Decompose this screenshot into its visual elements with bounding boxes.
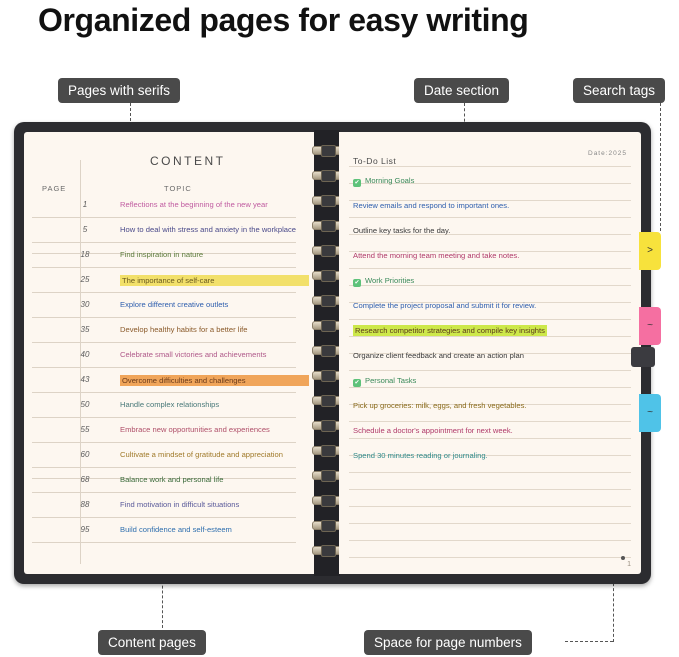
todo-item-label: Pick up groceries: milk, eggs, and fresh vegetables. (353, 401, 527, 410)
toc-page-number: 35 (80, 325, 90, 334)
page-title: Organized pages for easy writing (38, 2, 529, 38)
column-header-page: PAGE (42, 184, 67, 193)
todo-item-label: Organize client feedback and create an action plan (353, 351, 524, 360)
left-page (24, 132, 324, 574)
page-number: 1 (627, 561, 631, 568)
checkbox-checked-icon[interactable]: ✔ (354, 280, 360, 286)
ruled-line (349, 438, 631, 439)
ruled-line (349, 268, 631, 269)
checkbox-checked-icon[interactable]: ✔ (354, 180, 360, 186)
toc-topic: Handle complex relationships (120, 400, 220, 409)
date-field: Date:2025 (588, 150, 627, 157)
toc-topic: Develop healthy habits for a better life (120, 325, 248, 334)
todo-item[interactable] (353, 351, 524, 361)
toc-topic: Overcome difficulties and challenges (120, 375, 309, 386)
todo-item[interactable] (353, 301, 536, 311)
todo-item[interactable] (353, 176, 414, 187)
toc-topic: Celebrate small victories and achievements (120, 350, 267, 359)
toc-page-number: 60 (80, 450, 90, 459)
search-tag-1[interactable]: > (639, 232, 661, 270)
toc-topic: Find inspiration in nature (120, 250, 204, 259)
todo-item[interactable] (353, 226, 450, 236)
ruled-line (349, 319, 631, 320)
ruled-line (32, 492, 296, 493)
callout-date-section: Date section (414, 78, 509, 103)
toc-page-number: 68 (80, 475, 90, 484)
ruled-line (349, 472, 631, 473)
ruled-line (32, 242, 296, 243)
ruled-line (349, 540, 631, 541)
toc-topic: Find motivation in difficult situations (120, 500, 240, 509)
toc-topic: Embrace new opportunities and experiences (120, 425, 270, 434)
callout-space-for-page-numbers: Space for page numbers (364, 630, 532, 655)
todo-item[interactable] (353, 326, 547, 336)
toc-topic: Reflections at the beginning of the new year (120, 200, 268, 209)
content-heading: CONTENT (150, 154, 226, 168)
search-tag-2[interactable]: ~ (639, 307, 661, 345)
todo-item[interactable] (353, 426, 513, 436)
ruled-line (32, 467, 296, 468)
toc-page-number: 95 (80, 525, 90, 534)
toc-topic: Explore different creative outlets (120, 300, 229, 309)
ruled-line (32, 317, 296, 318)
toc-page-number: 88 (80, 500, 90, 509)
toc-page-number: 25 (80, 275, 90, 284)
elastic-clip (631, 347, 655, 367)
ruled-line (32, 517, 296, 518)
page-number-dot (621, 556, 625, 560)
callout-line-pagenum-v (613, 578, 614, 642)
ruled-line (349, 166, 631, 167)
ruled-line (32, 442, 296, 443)
ruled-line (32, 542, 296, 543)
checkbox-checked-icon[interactable]: ✔ (354, 380, 360, 386)
ruled-line (349, 370, 631, 371)
toc-page-number: 55 (80, 425, 90, 434)
ruled-line (32, 292, 296, 293)
search-tag-3[interactable]: ~ (639, 394, 661, 432)
toc-topic: Cultivate a mindset of gratitude and appreciation (120, 450, 283, 459)
column-header-topic: TOPIC (164, 184, 192, 193)
todo-item[interactable] (353, 251, 519, 261)
ruled-line (32, 267, 296, 268)
right-page (339, 132, 641, 574)
todo-item[interactable] (353, 376, 416, 387)
todo-item[interactable] (353, 451, 488, 461)
callout-content-pages: Content pages (98, 630, 206, 655)
callout-pages-with-serifs: Pages with serifs (58, 78, 180, 103)
toc-page-number: 5 (82, 225, 88, 234)
notebook (14, 122, 651, 584)
toc-topic: Balance work and personal life (120, 475, 224, 484)
toc-page-number: 30 (80, 300, 90, 309)
ruled-line (349, 506, 631, 507)
toc-topic: The importance of self-care (120, 275, 309, 286)
todo-item-label: Work Priorities (365, 276, 415, 285)
todo-heading: To-Do List (353, 156, 397, 166)
toc-page-number: 50 (80, 400, 90, 409)
todo-item[interactable] (353, 401, 526, 411)
todo-item-label: Complete the project proposal and submit it for review. (353, 301, 537, 310)
callout-line-tags (660, 103, 661, 231)
ruled-line (349, 523, 631, 524)
toc-topic: How to deal with stress and anxiety in the workplace (120, 225, 297, 234)
notebook-spine (314, 130, 340, 576)
ruled-line (349, 217, 631, 218)
ruled-line (32, 392, 296, 393)
ruled-line (349, 421, 631, 422)
todo-item-label: Morning Goals (365, 176, 415, 185)
ruled-line (32, 342, 296, 343)
ruled-line (32, 417, 296, 418)
toc-topic: Build confidence and self-esteem (120, 525, 232, 534)
todo-item-label: Spend 30 minutes reading or journaling. (353, 451, 488, 460)
ruled-line (32, 217, 296, 218)
toc-page-number: 18 (80, 250, 90, 259)
todo-item-label: Outline key tasks for the day. (353, 226, 451, 235)
callout-line-pagenum-h (565, 641, 613, 642)
ruled-line (349, 489, 631, 490)
ruled-line (349, 387, 631, 388)
toc-page-number: 40 (80, 350, 90, 359)
ruled-line (349, 557, 631, 558)
callout-search-tags: Search tags (573, 78, 665, 103)
ruled-line (32, 367, 296, 368)
ruled-line (349, 336, 631, 337)
todo-item-label: Personal Tasks (365, 376, 417, 385)
toc-page-number: 1 (82, 200, 88, 209)
todo-item-label: Schedule a doctor's appointment for next week. (353, 426, 513, 435)
todo-item[interactable] (353, 201, 509, 211)
todo-item-label: Attend the morning team meeting and take notes. (353, 251, 520, 260)
todo-item-label: Review emails and respond to important ones. (353, 201, 510, 210)
todo-item[interactable] (353, 276, 414, 287)
toc-page-number: 43 (80, 375, 90, 384)
todo-item-label: Research competitor strategies and compile key insights (355, 326, 545, 335)
